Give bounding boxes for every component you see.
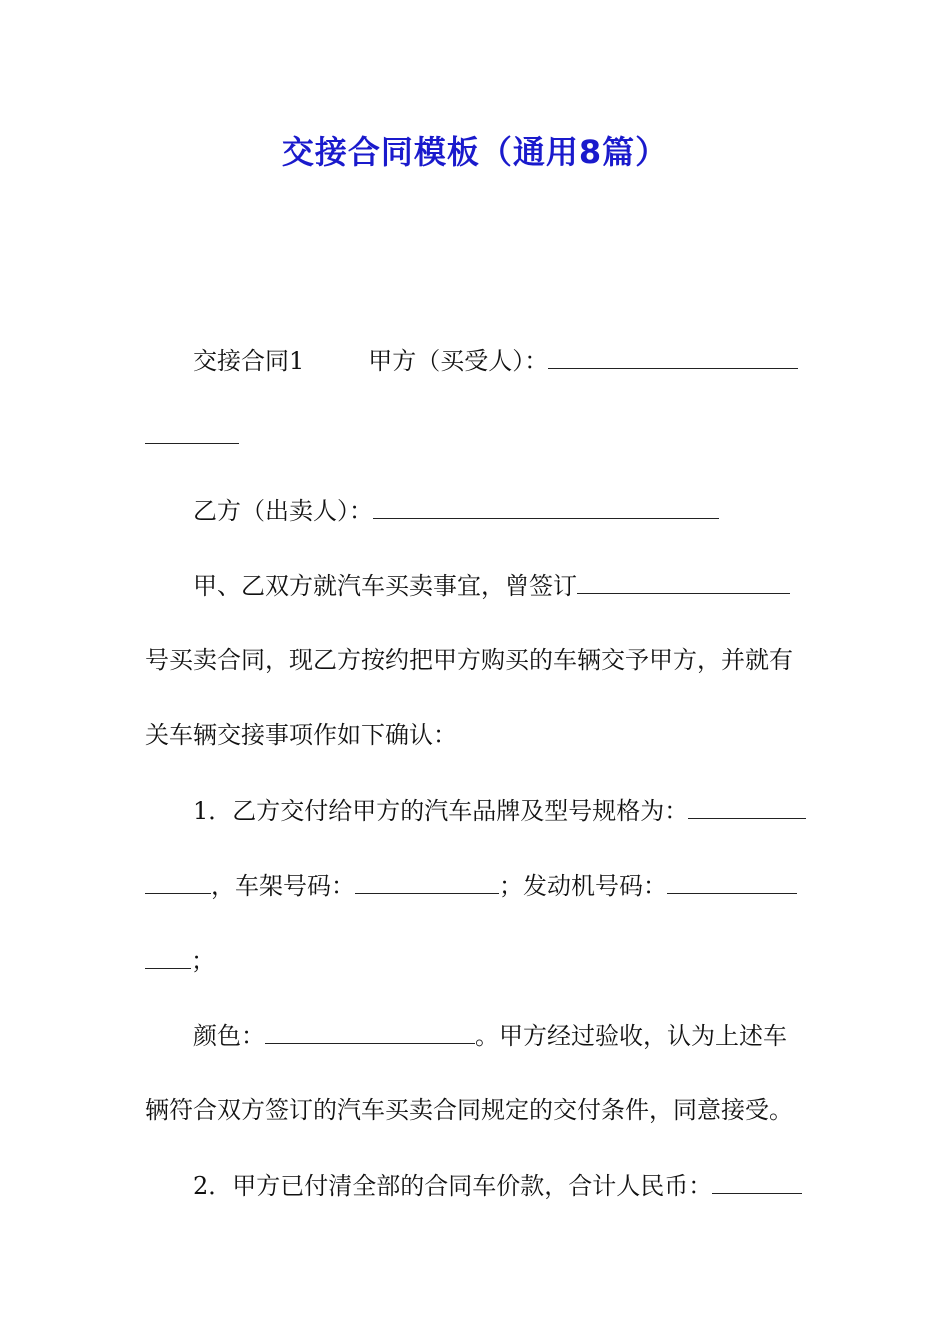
contract-number-blank xyxy=(577,565,790,594)
paragraph-line xyxy=(145,490,807,530)
color-blank xyxy=(265,1015,475,1044)
clause-2-text: 2．甲方已付清全部的合同车价款，合计人民币： xyxy=(193,1172,713,1200)
paragraph-text: 。甲方经过验收，认为上述车 xyxy=(475,1022,787,1050)
color-label: 颜色： xyxy=(193,1022,265,1050)
paragraph-text: 辆符合双方签订的汽车买卖合同规定的交付条件，同意接受。 xyxy=(145,1096,793,1124)
paragraph-line xyxy=(145,1015,807,1055)
price-blank xyxy=(712,1165,802,1194)
document-title: 交接合同模板（通用8篇） xyxy=(281,133,669,171)
paragraph-line xyxy=(145,340,807,380)
paragraph-line xyxy=(145,715,807,755)
engine-number-blank xyxy=(667,865,797,894)
buyer-blank-continued xyxy=(145,415,239,444)
brand-model-blank xyxy=(688,790,806,819)
vin-blank xyxy=(355,865,499,894)
paragraph-line xyxy=(145,1165,807,1205)
paragraph-line xyxy=(145,790,807,830)
contract-number-label: 交接合同1 xyxy=(193,347,305,375)
paragraph-line xyxy=(145,640,807,680)
buyer-label: 甲方（买受人）： xyxy=(368,347,549,375)
vin-label: ，车架号码： xyxy=(211,872,355,900)
paragraph-text: 号买卖合同，现乙方按约把甲方购买的车辆交予甲方，并就有 xyxy=(145,646,793,674)
brand-model-blank-continued xyxy=(145,865,211,894)
paragraph-line xyxy=(145,865,807,905)
paragraph-text: 甲、乙双方就汽车买卖事宜，曾签订 xyxy=(193,572,577,600)
seller-blank xyxy=(373,490,719,519)
engine-number-blank-continued xyxy=(145,940,191,969)
paragraph-text: 关车辆交接事项作如下确认： xyxy=(145,721,457,749)
paragraph-line xyxy=(145,1090,807,1130)
engine-number-label: ；发动机号码： xyxy=(499,872,667,900)
paragraph-line xyxy=(145,415,807,455)
clause-1-text: 1．乙方交付给甲方的汽车品牌及型号规格为： xyxy=(193,797,689,825)
seller-label: 乙方（出卖人）： xyxy=(193,497,373,525)
buyer-blank xyxy=(548,340,798,369)
paragraph-line xyxy=(145,565,807,605)
paragraph-text: ； xyxy=(191,947,215,975)
paragraph-line xyxy=(145,940,807,980)
